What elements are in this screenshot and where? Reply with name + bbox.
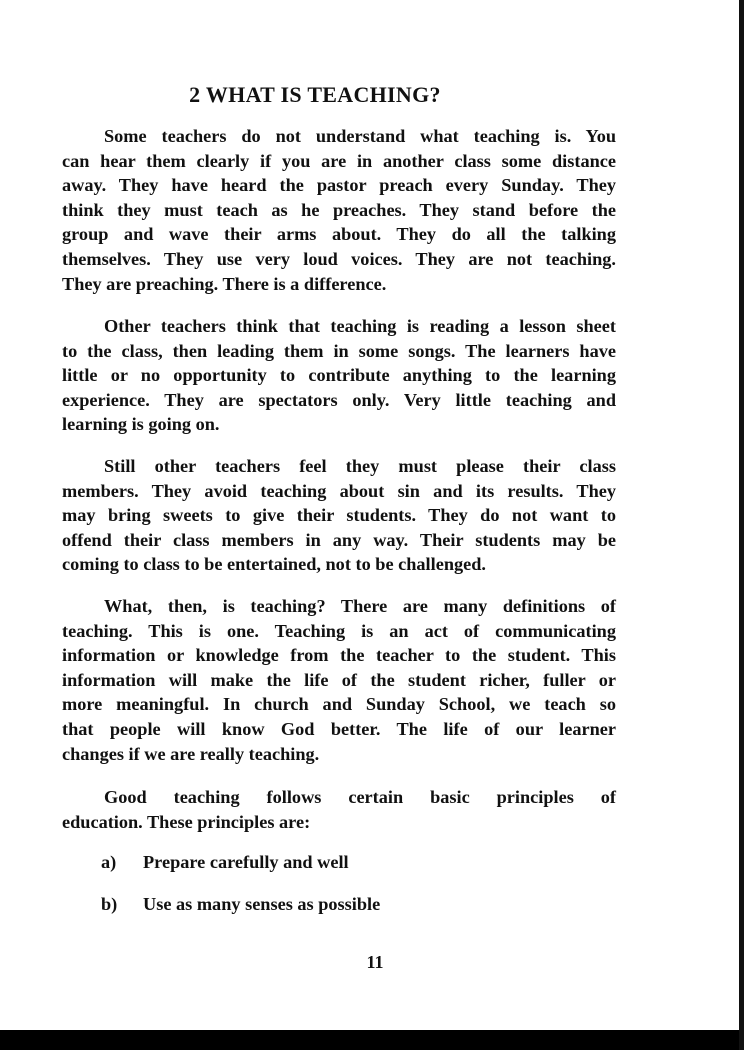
text-line: Other teachers think that teaching is reading a lesson sheet xyxy=(104,316,616,336)
text-line: Still other teachers feel they must please their class xyxy=(104,456,616,476)
paragraph xyxy=(62,454,616,577)
scan-border-right xyxy=(739,0,744,1050)
list-item xyxy=(101,894,380,915)
text-line: little or no opportunity to contribute anything to the learning xyxy=(62,365,616,386)
text-line: What, then, is teaching? There are many definitions of xyxy=(104,596,616,616)
list-marker: b) xyxy=(101,894,118,914)
text-line: teaching. This is one. Teaching is an act of communicating xyxy=(62,620,616,641)
text-line: may bring sweets to give their students. They do not want to xyxy=(62,505,616,526)
text-line: Some teachers do not understand what teaching is. You xyxy=(104,126,616,146)
text-line: members. They avoid teaching about sin and its results. They xyxy=(62,480,616,501)
chapter-title: 2 WHAT IS TEACHING? xyxy=(189,82,441,107)
text-line: Good teaching follows certain basic principles of xyxy=(104,787,616,807)
text-line: more meaningful. In church and Sunday School, we teach so xyxy=(62,694,616,715)
text-line: They are preaching. There is a difference. xyxy=(62,273,387,294)
text-line: themselves. They use very loud voices. They are not teaching. xyxy=(62,248,616,269)
list-item-text: Use as many senses as possible xyxy=(143,894,381,914)
text-line: information will make the life of the student richer, fuller or xyxy=(62,669,616,690)
text-line: changes if we are really teaching. xyxy=(62,743,320,764)
text-line: can hear them clearly if you are in another class some distance xyxy=(62,150,616,171)
paragraph xyxy=(62,594,616,766)
text-line: that people will know God better. The life of our learner xyxy=(62,718,616,739)
text-line: information or knowledge from the teacher to the student. This xyxy=(62,645,616,666)
page-number: 11 xyxy=(366,952,384,972)
list-item xyxy=(101,852,349,873)
text-line: to the class, then leading them in some songs. The learners have xyxy=(62,340,616,361)
text-line: education. These principles are: xyxy=(62,811,311,832)
text-line: offend their class members in any way. Their students may be xyxy=(62,529,616,550)
text-line: learning is going on. xyxy=(62,414,220,435)
text-line: group and wave their arms about. They do all the talking xyxy=(62,224,616,245)
paragraph xyxy=(62,124,616,296)
list-marker: a) xyxy=(101,852,117,872)
text-line: coming to class to be entertained, not to be challenged. xyxy=(62,554,486,575)
scan-border-bottom xyxy=(0,1030,744,1050)
list-item-text: Prepare carefully and well xyxy=(143,852,349,872)
text-line: experience. They are spectators only. Very little teaching and xyxy=(62,389,616,410)
text-line: think they must teach as he preaches. They stand before the xyxy=(62,199,616,220)
paragraph xyxy=(62,785,616,834)
text-line: away. They have heard the pastor preach every Sunday. They xyxy=(62,175,616,196)
paragraph xyxy=(62,314,616,437)
